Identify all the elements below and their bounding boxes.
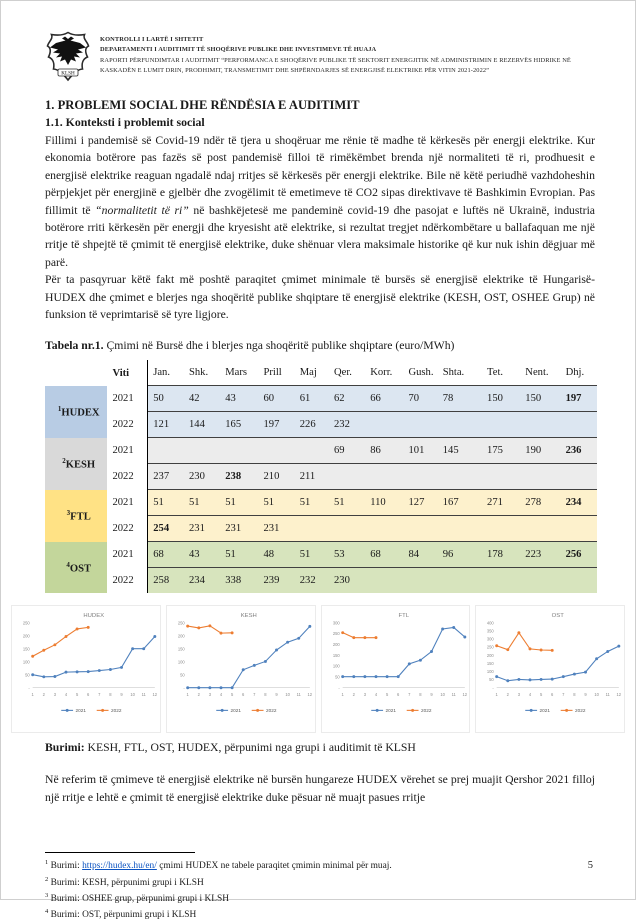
value-cell: [520, 568, 560, 594]
svg-text:50: 50: [489, 677, 494, 683]
value-cell: [148, 438, 184, 464]
table-caption: [45, 339, 595, 352]
value-cell: [520, 516, 560, 542]
value-cell: 338: [220, 568, 258, 594]
value-cell: 239: [258, 568, 294, 594]
table-row: [45, 542, 597, 568]
value-cell: 51: [258, 490, 294, 516]
chart-svg-ost: [476, 606, 624, 732]
value-cell: 69: [329, 438, 365, 464]
svg-text:2022: 2022: [265, 709, 277, 715]
value-cell: 167: [438, 490, 482, 516]
value-cell: 51: [220, 490, 258, 516]
source-text: KESH, FTL, OST, HUDEX, përpunimi nga grupi i auditimit të KLSH: [84, 741, 416, 755]
svg-text:2021: 2021: [230, 709, 241, 715]
svg-text:150: 150: [22, 646, 30, 652]
svg-text:2: 2: [506, 692, 510, 698]
value-cell: 51: [148, 490, 184, 516]
value-cell: 211: [295, 464, 329, 490]
footnote-3: $^3$ Burimi: OSHEE grup, përpunimi grupi i KLSH: [45, 892, 229, 905]
value-cell: 231: [184, 516, 220, 542]
svg-text:100: 100: [332, 664, 340, 670]
value-cell: 62: [329, 386, 365, 412]
chart-svg-hudex: [12, 606, 160, 732]
svg-text:3: 3: [363, 692, 366, 698]
page-number: 5: [587, 860, 593, 871]
svg-text:1: 1: [341, 692, 344, 698]
value-cell: 238: [220, 464, 258, 490]
svg-text:200: 200: [332, 642, 340, 648]
value-cell: [403, 568, 437, 594]
svg-text:4: 4: [374, 692, 377, 698]
svg-text:FTL: FTL: [397, 613, 409, 620]
svg-text:11: 11: [141, 692, 146, 698]
chart-ftl: [321, 605, 471, 733]
value-cell: 190: [520, 438, 560, 464]
value-cell: 237: [148, 464, 184, 490]
month-header: Jan.: [148, 360, 184, 386]
value-cell: 43: [184, 542, 220, 568]
month-header: Dhj.: [565, 367, 585, 379]
svg-text:4: 4: [219, 692, 222, 698]
value-cell: 48: [258, 542, 294, 568]
value-cell: [220, 438, 258, 464]
value-cell: 145: [438, 438, 482, 464]
year-cell: 2022: [107, 412, 147, 438]
svg-text:300: 300: [487, 637, 494, 643]
svg-text:-: -: [28, 685, 30, 691]
svg-text:-: -: [337, 685, 340, 691]
value-cell: [184, 438, 220, 464]
paragraph-intro-table: Për ta pasqyruar këtë fakt më poshtë paraqitet çmimet minimale të bursës së energjisë elektrike të Hungarisë-HUDEX dhe çmimet e blerjes nga shoqëritë publike shqiptare të energjisë elektrike (KESH, OST, OSHEE Grup) në funksion të veprimtarisë së tyre ligjore.: [45, 273, 595, 322]
source-line: [45, 741, 595, 754]
svg-text:2: 2: [352, 692, 355, 698]
value-cell: [438, 516, 482, 542]
report-title-line-2: KASKADËN E LUMIT DRIN, PRODHIMIT, TRANSMETIMIT DHE SHPËRNDARJES SË ENERGJISË ELEKTRIKE PËR VITIN 2021-2022”: [100, 66, 490, 74]
value-cell: 230: [184, 464, 220, 490]
svg-text:200: 200: [487, 653, 494, 659]
value-cell: 165: [220, 412, 258, 438]
table-row: [45, 386, 597, 412]
svg-text:6: 6: [551, 692, 554, 698]
value-cell: 254: [148, 516, 184, 542]
svg-text:7: 7: [407, 692, 410, 698]
table-row: [45, 438, 597, 464]
svg-text:KESH: KESH: [240, 613, 257, 620]
value-cell: 70: [403, 386, 437, 412]
svg-text:9: 9: [275, 692, 278, 698]
group-label-hudex: $^1$HUDEX: [45, 386, 107, 438]
value-cell: 226: [295, 412, 329, 438]
value-cell: [329, 464, 365, 490]
year-cell: 2021: [107, 490, 147, 516]
year-cell: 2021: [107, 542, 147, 568]
svg-text:11: 11: [451, 692, 456, 698]
year-cell: 2022: [107, 568, 147, 594]
value-cell: 61: [295, 386, 329, 412]
value-cell: 51: [220, 542, 258, 568]
month-header: Korr.: [370, 367, 393, 379]
year-cell: 2021: [107, 438, 147, 464]
document-header: [45, 31, 595, 88]
value-cell: [482, 412, 520, 438]
value-cell: 234: [561, 490, 597, 516]
value-cell: 178: [482, 542, 520, 568]
value-cell: 50: [148, 386, 184, 412]
svg-text:11: 11: [605, 692, 611, 698]
footnote-4: $^4$ Burimi: OST, përpunimi grupi i KLSH: [45, 908, 197, 921]
price-table-head: [45, 360, 597, 386]
value-cell: 60: [258, 386, 294, 412]
paragraph-context-part2: në bashkëjetesë me pandeminë covid-19 dhe pasojat e luftës në Ukrainë, industria botërore rriti kërkesën për energji dhe kryesisht atë elektrike, si rezultat tregjet ndërkombëtare u ballafaquan me një rritje të shpejtë të çmimit të energjisë elektrike, duke shënuar vlera maksimale historike që kur nuk ishin dëgjuar më parë.: [45, 203, 595, 269]
svg-text:3: 3: [53, 692, 57, 698]
value-cell: [482, 568, 520, 594]
value-cell: 86: [365, 438, 403, 464]
value-cell: [520, 412, 560, 438]
svg-text:100: 100: [487, 669, 494, 675]
month-header: Shk.: [188, 367, 209, 379]
svg-text:150: 150: [487, 661, 494, 667]
month-header: Prill: [263, 367, 282, 379]
footnote-list: [45, 858, 595, 923]
value-cell: 278: [520, 490, 560, 516]
table-caption-text: Çmimi në Bursë dhe i blerjes nga shoqëritë publike shqiptare (euro/MWh): [103, 339, 455, 353]
table-row: [45, 464, 597, 490]
logo-text: KLSH: [61, 70, 75, 77]
table-caption-number: Tabela nr.1.: [45, 339, 104, 353]
footnote-divider: [45, 852, 195, 853]
value-cell: 53: [329, 542, 365, 568]
source-label: Burimi:: [45, 741, 85, 755]
svg-text:250: 250: [487, 645, 494, 651]
svg-text:250: 250: [177, 620, 185, 626]
month-header: Qer.: [333, 367, 352, 379]
value-cell: 197: [258, 412, 294, 438]
value-cell: 150: [482, 386, 520, 412]
hudex-link[interactable]: https://hudex.hu/en/: [82, 861, 157, 872]
svg-text:10: 10: [594, 692, 600, 698]
group-label-kesh: $^2$KESH: [45, 438, 107, 490]
month-header: Mars: [225, 367, 247, 379]
value-cell: 42: [184, 386, 220, 412]
value-cell: 51: [184, 490, 220, 516]
value-cell: [561, 516, 597, 542]
klsh-logo: [45, 31, 91, 88]
month-header: Maj: [299, 367, 317, 379]
svg-text:300: 300: [332, 620, 340, 626]
svg-text:100: 100: [22, 659, 30, 665]
svg-text:5: 5: [230, 692, 233, 698]
month-header: Nent.: [525, 367, 549, 379]
value-cell: [295, 438, 329, 464]
svg-text:3: 3: [208, 692, 211, 698]
svg-text:50: 50: [179, 672, 185, 678]
value-cell: 101: [403, 438, 437, 464]
value-cell: 150: [520, 386, 560, 412]
svg-text:1: 1: [186, 692, 189, 698]
header-text-block: [100, 31, 571, 76]
org-name-line: KONTROLLI I LARTË I SHTETIT: [100, 36, 204, 43]
year-column-header: Viti: [112, 367, 130, 379]
svg-text:2022: 2022: [110, 709, 122, 715]
value-cell: [365, 568, 403, 594]
value-cell: [403, 516, 437, 542]
svg-text:12: 12: [462, 692, 467, 698]
value-cell: 96: [438, 542, 482, 568]
svg-text:100: 100: [177, 659, 185, 665]
svg-text:7: 7: [98, 692, 101, 698]
value-cell: 51: [295, 542, 329, 568]
svg-text:2022: 2022: [575, 709, 586, 715]
value-cell: [295, 516, 329, 542]
report-title-line-1: RAPORTI PËRFUNDIMTAR I AUDITIMIT “PERFORMANCA E SHOQËRIVE PUBLIKE TË SEKTORIT ENERGJITIK NË ADMINISTRIMIN E REZERVËS HIDRIKE NË: [100, 56, 571, 64]
value-cell: 66: [365, 386, 403, 412]
value-cell: 271: [482, 490, 520, 516]
value-cell: [438, 568, 482, 594]
paragraph-context: [45, 132, 595, 271]
svg-text:11: 11: [296, 692, 301, 698]
price-table: [45, 360, 597, 593]
svg-text:12: 12: [152, 692, 158, 698]
value-cell: [482, 464, 520, 490]
table-row: [45, 490, 597, 516]
svg-text:200: 200: [177, 633, 185, 639]
value-cell: 110: [365, 490, 403, 516]
value-cell: 84: [403, 542, 437, 568]
svg-text:12: 12: [616, 692, 622, 698]
value-cell: 51: [295, 490, 329, 516]
value-cell: [403, 464, 437, 490]
value-cell: [561, 568, 597, 594]
paragraph-analysis: Në referim të çmimeve të energjisë elektrike në bursën hungareze HUDEX vërehet se prej muajit Qershor 2021 filloj një rritje e lehtë e çmimit të energjisë elektrike duke pësuar në muajt pasues rritje: [45, 773, 595, 804]
group-label-ost: $^4$OST: [45, 542, 107, 594]
value-cell: [365, 464, 403, 490]
chart-hudex: [11, 605, 161, 733]
svg-text:6: 6: [396, 692, 399, 698]
value-cell: 175: [482, 438, 520, 464]
value-cell: 232: [329, 412, 365, 438]
month-header: Shta.: [442, 367, 465, 379]
svg-text:10: 10: [130, 692, 135, 698]
value-cell: 43: [220, 386, 258, 412]
value-cell: [561, 464, 597, 490]
svg-text:7: 7: [562, 692, 565, 698]
svg-text:9: 9: [120, 692, 123, 698]
value-cell: [561, 412, 597, 438]
group-label-ftl: $^3$FTL: [45, 490, 107, 542]
value-cell: 144: [184, 412, 220, 438]
svg-text:8: 8: [264, 692, 267, 698]
svg-text:2: 2: [197, 692, 200, 698]
charts-row: [11, 605, 625, 733]
value-cell: 232: [295, 568, 329, 594]
svg-text:10: 10: [439, 692, 445, 698]
value-cell: 68: [365, 542, 403, 568]
chart-svg-ftl: [322, 606, 470, 732]
svg-text:200: 200: [22, 633, 30, 639]
svg-text:2021: 2021: [385, 709, 396, 715]
value-cell: 231: [258, 516, 294, 542]
paragraph-context-part1: Fillimi i pandemisë së Covid-19 ndër të tjera u shoqëruar me rënie të madhe të kërkesës për energji elektrike. Kur ekonomia botërore pas fazës së post pandemisë filloi të rimëkëmbet brenda një normaliteti të ri, prodhuesit e energjisë elektrike reaguan ngadalë ndaj rritjes së kërkesës për energji elektrike. Bile në këtë periudhë vazhdoheshin përpjekjet për energjinë e gjelbër dhe zvogëlimit të emetimeve të CO2 sipas direktivave të Bashkimin Evropian. Pas fillimit të: [45, 134, 595, 217]
table-row: [45, 516, 597, 542]
value-cell: 51: [329, 490, 365, 516]
svg-text:5: 5: [385, 692, 388, 698]
svg-text:50: 50: [25, 672, 30, 678]
svg-text:2021: 2021: [75, 709, 87, 715]
value-cell: 231: [220, 516, 258, 542]
svg-text:2: 2: [42, 692, 45, 698]
svg-text:8: 8: [109, 692, 112, 698]
svg-text:9: 9: [584, 692, 587, 698]
section-heading: 1. PROBLEMI SOCIAL DHE RËNDËSIA E AUDITIMIT: [45, 98, 360, 112]
value-cell: 197: [561, 386, 597, 412]
svg-text:9: 9: [429, 692, 433, 698]
value-cell: 223: [520, 542, 560, 568]
svg-text:6: 6: [87, 692, 90, 698]
value-cell: 121: [148, 412, 184, 438]
svg-text:3: 3: [517, 692, 521, 698]
paragraph-context-italic: “normalitetit të ri”: [95, 203, 189, 217]
svg-text:-: -: [492, 685, 494, 691]
value-cell: [258, 438, 294, 464]
chart-ost: [475, 605, 625, 733]
value-cell: [365, 412, 403, 438]
value-cell: [520, 464, 560, 490]
svg-text:1: 1: [31, 692, 34, 698]
svg-text:50: 50: [334, 674, 340, 680]
value-cell: 234: [184, 568, 220, 594]
table-row: [45, 412, 597, 438]
value-cell: 256: [561, 542, 597, 568]
svg-text:5: 5: [75, 692, 79, 698]
month-header: Gush.: [408, 367, 434, 379]
value-cell: [403, 412, 437, 438]
value-cell: 230: [329, 568, 365, 594]
svg-text:400: 400: [487, 620, 494, 626]
svg-text:6: 6: [241, 692, 245, 698]
value-cell: 210: [258, 464, 294, 490]
footnote-block: [45, 852, 595, 923]
svg-text:HUDEX: HUDEX: [83, 613, 105, 620]
corner-cell: [45, 360, 107, 386]
svg-text:150: 150: [177, 646, 185, 652]
price-table-body: [45, 386, 597, 594]
value-cell: 236: [561, 438, 597, 464]
svg-text:5: 5: [540, 692, 543, 698]
subsection-heading: 1.1. Konteksti i problemit social: [45, 115, 205, 129]
table-header-row: [45, 360, 597, 386]
svg-text:150: 150: [332, 653, 340, 659]
year-cell: 2021: [107, 386, 147, 412]
svg-text:-: -: [183, 685, 185, 691]
svg-text:8: 8: [573, 692, 576, 698]
svg-text:250: 250: [22, 620, 30, 626]
footnote-2: $^2$ Burimi: KESH, përpunimi grupi i KLSH: [45, 875, 204, 888]
value-cell: 68: [148, 542, 184, 568]
department-line: DEPARTAMENTI I AUDITIMIT TË SHOQËRIVE PUBLIKE DHE INVESTIMEVE TË HUAJA: [100, 46, 377, 54]
svg-text:7: 7: [252, 692, 256, 698]
svg-text:2021: 2021: [539, 709, 551, 715]
value-cell: [438, 412, 482, 438]
svg-text:350: 350: [487, 628, 494, 634]
table-row: [45, 568, 597, 594]
value-cell: [438, 464, 482, 490]
svg-text:8: 8: [418, 692, 422, 698]
month-header: Tet.: [487, 367, 504, 379]
svg-text:1: 1: [495, 692, 499, 698]
value-cell: [329, 516, 365, 542]
value-cell: 78: [438, 386, 482, 412]
year-cell: 2022: [107, 464, 147, 490]
value-cell: 127: [403, 490, 437, 516]
svg-text:2022: 2022: [420, 709, 431, 715]
svg-text:4: 4: [529, 692, 532, 698]
svg-text:250: 250: [332, 631, 340, 637]
year-cell: 2022: [107, 516, 147, 542]
svg-text:12: 12: [307, 692, 312, 698]
shield-eagle-icon: [45, 31, 91, 83]
svg-text:4: 4: [64, 692, 68, 698]
footnote-1: $^1$ Burimi: https://hudex.hu/en/ çmimi HUDEX ne tabele paraqitet çmimin minimal për muaj.: [45, 859, 392, 872]
chart-kesh: [166, 605, 316, 733]
value-cell: [365, 516, 403, 542]
svg-text:OST: OST: [551, 613, 565, 620]
value-cell: 258: [148, 568, 184, 594]
value-cell: [482, 516, 520, 542]
svg-text:10: 10: [285, 692, 290, 698]
chart-svg-kesh: [167, 606, 315, 732]
